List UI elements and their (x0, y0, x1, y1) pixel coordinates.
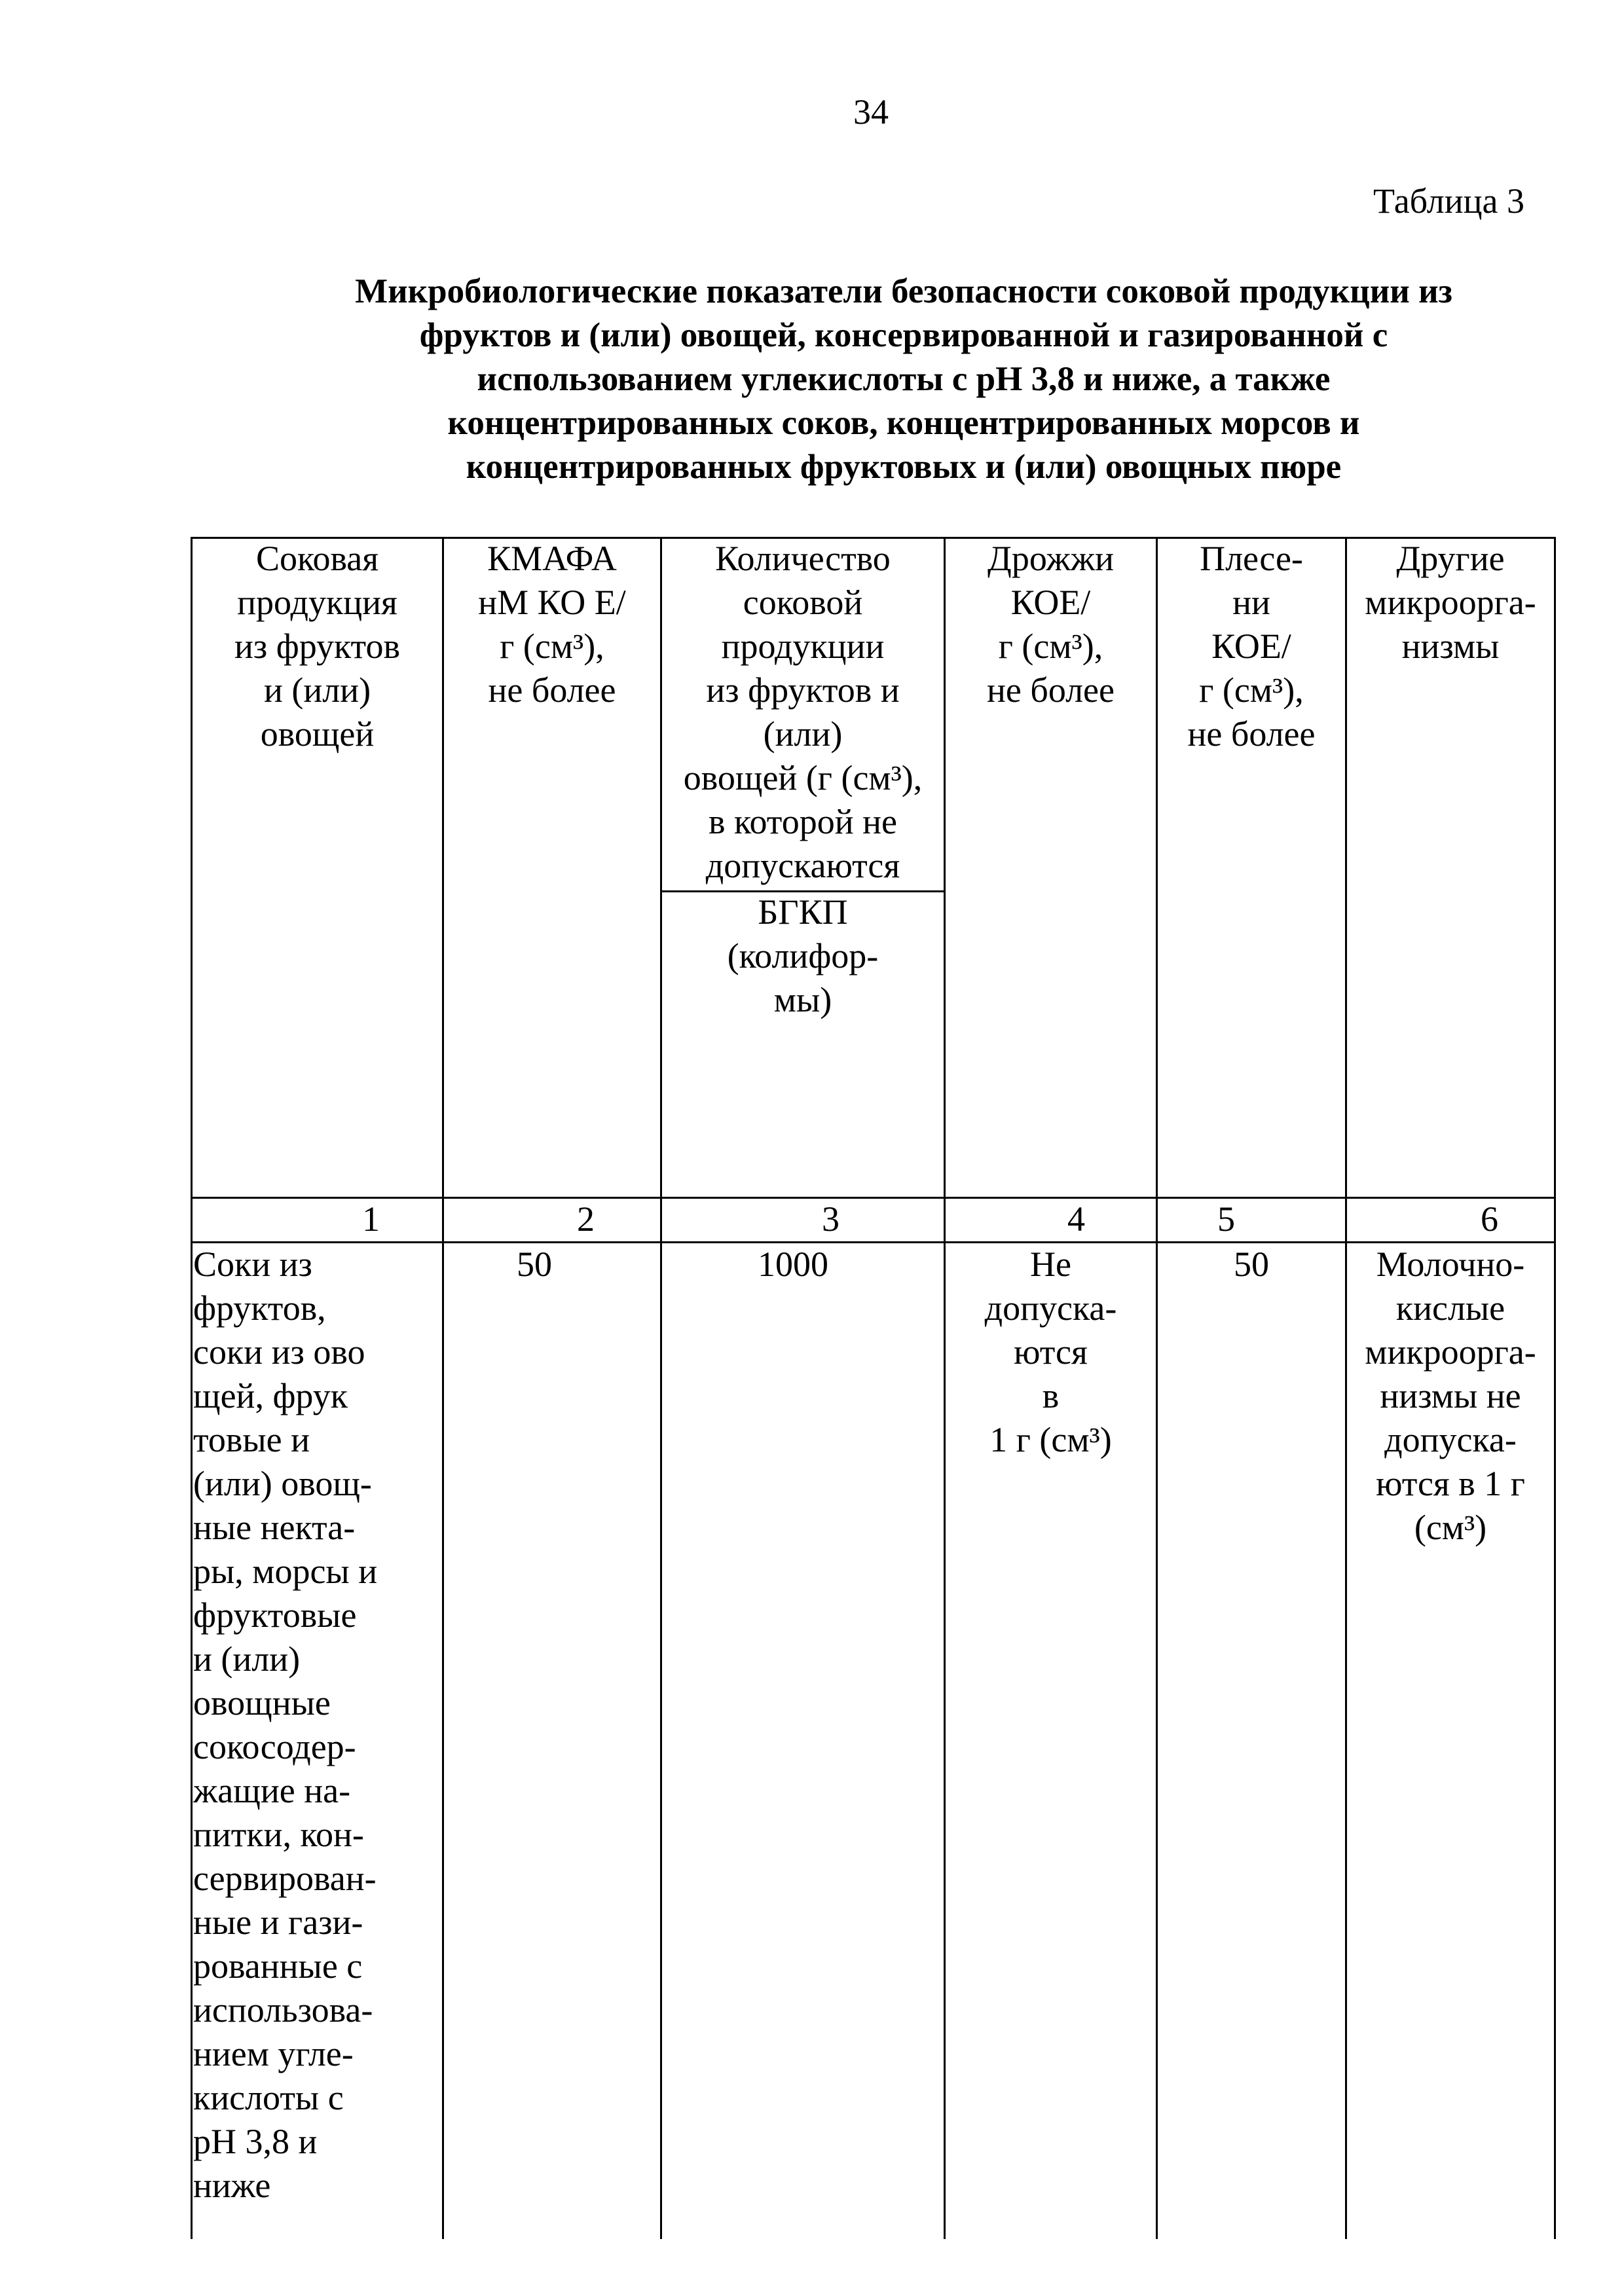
title-line: концентрированных соков, концентрированных морсов и (447, 404, 1360, 442)
header-bottom-border (191, 1197, 1556, 1199)
column-number: 2 (577, 1199, 595, 1239)
header-yeast: Дрожжи КОЕ/ г (см³), не более (986, 539, 1115, 710)
column-number: 5 (1217, 1199, 1235, 1239)
row-other: Молочно- кислые микроорга- низмы не допуска- ются в 1 г (см³) (1365, 1245, 1536, 1547)
header-mold: Плесе- ни КОЕ/ г (см³), не более (1187, 539, 1316, 754)
row-product: Соки из фруктов, соки из ово щей, фрук товые и (или) овощ- ные некта- ры, морсы и фруктовые и (или) овощные сокосодер- жащие на- питки, кон- сервирован- ные и гази- рованные с использова- нием угле- кислоты с pH 3,8 и ниже (193, 1245, 378, 2205)
header-other: Другие микроорга- низмы (1365, 539, 1536, 666)
header-kmafanm: КМАФА нМ КО Е/ г (см³), не более (478, 539, 626, 710)
row-bgkp: 1000 (758, 1245, 828, 1284)
header-bgkp: БГКП (колифор- мы) (727, 892, 879, 1019)
column-divider (1156, 537, 1158, 2239)
title-line: использованием углекислоты с pH 3,8 и ниже, а также (477, 360, 1331, 398)
page-number: 34 (853, 92, 889, 132)
row-mold: 50 (1234, 1245, 1269, 1284)
column-divider (442, 537, 444, 2239)
table-label: Таблица 3 (1373, 181, 1524, 221)
table-left-border (191, 537, 193, 2239)
title-line: Микробиологические показатели безопасности соковой продукции из (355, 272, 1452, 310)
title-line: концентрированных фруктовых и (или) овощных пюре (466, 448, 1342, 486)
column-number: 3 (822, 1199, 840, 1239)
title-line: фруктов и (или) овощей, консервированной и газированной с (419, 316, 1388, 354)
header-product: Соковая продукция из фруктов и (или) овощей (234, 539, 400, 754)
header-quantity: Количество соковой продукции из фруктов и (или) овощей (г (см³), в которой не допускаются (683, 539, 923, 885)
column-number: 1 (362, 1199, 380, 1239)
safety-table (191, 537, 1556, 2239)
column-number: 4 (1067, 1199, 1085, 1239)
row-kmafanm: 50 (517, 1245, 552, 1284)
table-title (216, 270, 1591, 489)
row-yeast: Не допуска- ются в 1 г (см³) (984, 1245, 1117, 1459)
column-number: 6 (1481, 1199, 1498, 1239)
table-right-border (1554, 537, 1556, 2239)
